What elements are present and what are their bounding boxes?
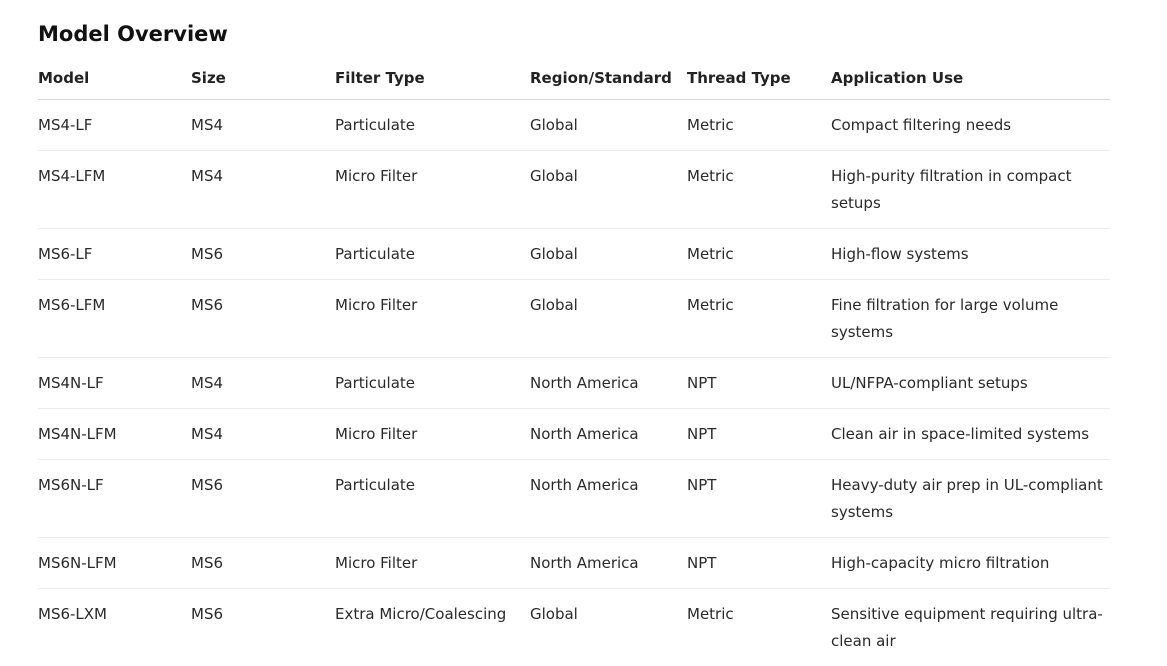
cell-size: MS4: [191, 358, 335, 409]
cell-size: MS4: [191, 100, 335, 151]
cell-thread-type: NPT: [687, 538, 831, 589]
cell-region-standard: Global: [530, 100, 687, 151]
table-row: [38, 229, 1110, 280]
cell-filter-type: Micro Filter: [335, 151, 530, 229]
cell-application-use: Clean air in space-limited systems: [831, 409, 1110, 460]
table-row: [38, 100, 1110, 151]
cell-model: MS6-LFM: [38, 280, 191, 358]
cell-region-standard: Global: [530, 151, 687, 229]
column-header-filter-type: Filter Type: [335, 65, 530, 100]
cell-size: MS6: [191, 229, 335, 280]
column-header-model: Model: [38, 65, 191, 100]
cell-model: MS6-LXM: [38, 589, 191, 666]
cell-thread-type: NPT: [687, 409, 831, 460]
cell-filter-type: Micro Filter: [335, 538, 530, 589]
page-title: Model Overview: [38, 19, 1110, 49]
cell-application-use: UL/NFPA-compliant setups: [831, 358, 1110, 409]
cell-size: MS6: [191, 538, 335, 589]
cell-filter-type: Particulate: [335, 358, 530, 409]
table-row: [38, 280, 1110, 358]
cell-region-standard: North America: [530, 460, 687, 538]
cell-size: MS4: [191, 409, 335, 460]
table-row: [38, 151, 1110, 229]
cell-application-use: Sensitive equipment requiring ultra-clean air: [831, 589, 1110, 666]
cell-model: MS4-LFM: [38, 151, 191, 229]
cell-thread-type: Metric: [687, 280, 831, 358]
table-row: [38, 409, 1110, 460]
cell-region-standard: Global: [530, 280, 687, 358]
cell-thread-type: NPT: [687, 358, 831, 409]
cell-thread-type: Metric: [687, 589, 831, 666]
cell-region-standard: Global: [530, 589, 687, 666]
column-header-thread-type: Thread Type: [687, 65, 831, 100]
cell-thread-type: NPT: [687, 460, 831, 538]
cell-application-use: Fine filtration for large volume systems: [831, 280, 1110, 358]
cell-model: MS6N-LFM: [38, 538, 191, 589]
cell-application-use: High-purity filtration in compact setups: [831, 151, 1110, 229]
table-row: [38, 589, 1110, 666]
cell-model: MS4N-LF: [38, 358, 191, 409]
cell-filter-type: Particulate: [335, 229, 530, 280]
table-row: [38, 538, 1110, 589]
cell-model: MS6-LF: [38, 229, 191, 280]
cell-region-standard: North America: [530, 409, 687, 460]
cell-region-standard: Global: [530, 229, 687, 280]
cell-region-standard: North America: [530, 358, 687, 409]
cell-size: MS6: [191, 280, 335, 358]
cell-filter-type: Micro Filter: [335, 409, 530, 460]
cell-application-use: High-flow systems: [831, 229, 1110, 280]
cell-model: MS4-LF: [38, 100, 191, 151]
table-row: [38, 358, 1110, 409]
cell-thread-type: Metric: [687, 229, 831, 280]
column-header-application-use: Application Use: [831, 65, 1110, 100]
cell-application-use: Compact filtering needs: [831, 100, 1110, 151]
table-row: [38, 460, 1110, 538]
column-header-size: Size: [191, 65, 335, 100]
model-table: [38, 65, 1110, 666]
column-header-region-standard: Region/Standard: [530, 65, 687, 100]
cell-region-standard: North America: [530, 538, 687, 589]
cell-application-use: High-capacity micro filtration: [831, 538, 1110, 589]
cell-filter-type: Extra Micro/Coalescing: [335, 589, 530, 666]
cell-thread-type: Metric: [687, 151, 831, 229]
cell-size: MS4: [191, 151, 335, 229]
cell-model: MS6N-LF: [38, 460, 191, 538]
cell-size: MS6: [191, 589, 335, 666]
cell-filter-type: Particulate: [335, 100, 530, 151]
cell-filter-type: Micro Filter: [335, 280, 530, 358]
cell-application-use: Heavy-duty air prep in UL-compliant systems: [831, 460, 1110, 538]
cell-model: MS4N-LFM: [38, 409, 191, 460]
cell-filter-type: Particulate: [335, 460, 530, 538]
cell-size: MS6: [191, 460, 335, 538]
cell-thread-type: Metric: [687, 100, 831, 151]
table-header-row: [38, 65, 1110, 100]
